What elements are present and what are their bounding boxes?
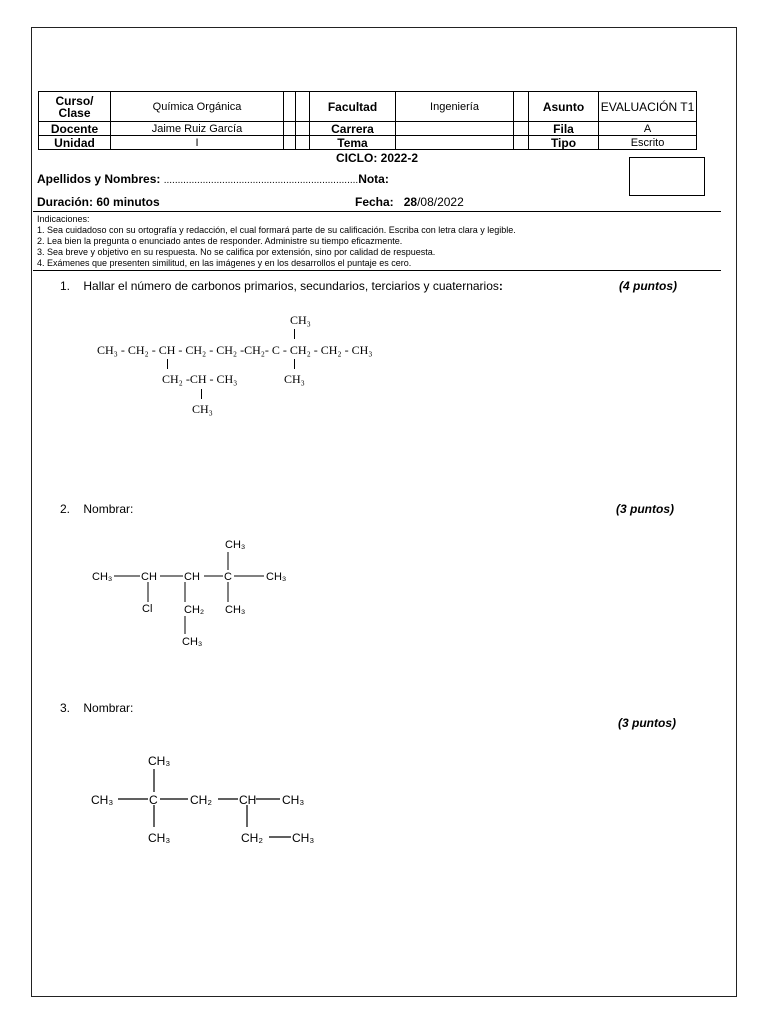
tema-value xyxy=(396,136,514,150)
atom-label: CH₃ xyxy=(282,793,305,807)
spacer-cell xyxy=(514,122,529,136)
question-2 xyxy=(60,502,133,516)
nota-label: Nota: xyxy=(358,172,389,186)
bond-line xyxy=(201,389,202,399)
atom-label: CH₃ xyxy=(292,831,315,845)
atom-label: CH₂ xyxy=(241,831,263,845)
fila-label: Fila xyxy=(529,122,599,136)
curso-value: Química Orgánica xyxy=(111,92,284,122)
atom-label: CH₃ xyxy=(182,636,203,648)
question-colon: : xyxy=(498,279,503,293)
instruction-item: 4. Exámenes que presenten similitud, en las imágenes y en los desarrollos el puntaje es cero. xyxy=(37,258,412,268)
question-text: Nombrar: xyxy=(83,502,134,516)
atom-label: Cl xyxy=(142,603,153,615)
q1-branch2: CH₃ xyxy=(284,372,305,386)
fecha-day: 28 xyxy=(403,195,418,209)
atom-label: CH₃ xyxy=(92,571,113,583)
q1-top-sub: CH₃ xyxy=(290,313,311,327)
names-line xyxy=(37,172,389,186)
bond-line xyxy=(294,359,295,369)
docente-label: Docente xyxy=(39,122,111,136)
curso-label: Curso/ Clase xyxy=(39,92,111,122)
instruction-item: 2. Lea bien la pregunta o enunciado antes de responder. Administre su tiempo eficazmente. xyxy=(37,236,403,246)
ciclo: CICLO: 2022-2 xyxy=(336,151,419,165)
question-number: 2. xyxy=(60,502,71,516)
tipo-label: Tipo xyxy=(529,136,599,150)
unidad-value: I xyxy=(111,136,284,150)
carrera-value xyxy=(396,122,514,136)
fila-value: A xyxy=(599,122,697,136)
facultad-label: Facultad xyxy=(310,92,396,122)
asunto-value: EVALUACIÓN T1 xyxy=(599,92,697,122)
q1-main-chain: CH₃ - CH₂ - CH - CH₂ - CH₂ -CH₂- C - CH₂ - CH₂ - CH₃ xyxy=(97,343,373,357)
names-label: Apellidos y Nombres: xyxy=(37,172,164,186)
question-3-points: (3 puntos) xyxy=(618,716,676,730)
atom-label: CH₃ xyxy=(91,793,114,807)
q2-structure xyxy=(80,530,320,655)
spacer-cell xyxy=(514,92,529,122)
header-table xyxy=(38,91,697,150)
fecha-rest: /08/2022 xyxy=(417,195,464,209)
facultad-value: Ingeniería xyxy=(396,92,514,122)
atom-label: CH₃ xyxy=(266,571,287,583)
spacer-cell xyxy=(296,122,310,136)
spacer-cell xyxy=(514,136,529,150)
atom-label: CH₂ xyxy=(190,793,212,807)
duracion: Duración: 60 minutos xyxy=(37,195,160,209)
nota-box[interactable] xyxy=(629,157,705,196)
spacer-cell xyxy=(296,136,310,150)
atom-label: CH xyxy=(239,793,257,807)
spacer-cell xyxy=(296,92,310,122)
atom-label: C xyxy=(224,571,232,583)
docente-value: Jaime Ruiz García xyxy=(111,122,284,136)
divider xyxy=(33,211,721,212)
spacer-cell xyxy=(284,122,296,136)
bond-line xyxy=(294,329,295,339)
atom-label: CH₃ xyxy=(225,604,246,616)
carrera-label: Carrera xyxy=(310,122,396,136)
spacer-cell xyxy=(284,92,296,122)
atom-label: CH₃ xyxy=(225,539,246,551)
atom-label: CH₃ xyxy=(148,831,171,845)
q3-structure xyxy=(80,745,340,855)
question-text: Nombrar: xyxy=(83,701,134,715)
question-3 xyxy=(60,701,133,715)
question-number: 1. xyxy=(60,279,71,293)
q1-branch1: CH₂ -CH - CH₃ xyxy=(162,372,238,386)
unidad-label: Unidad xyxy=(39,136,111,150)
question-2-points: (3 puntos) xyxy=(616,502,674,516)
bond-line xyxy=(167,359,168,369)
atom-label: CH xyxy=(184,571,200,583)
atom-label: CH xyxy=(141,571,157,583)
question-1 xyxy=(60,279,503,293)
divider xyxy=(33,270,721,271)
instructions xyxy=(37,214,516,269)
fecha-line xyxy=(355,195,464,209)
spacer-cell xyxy=(284,136,296,150)
fecha-label: Fecha: xyxy=(355,195,394,209)
tema-label: Tema xyxy=(310,136,396,150)
tipo-value: Escrito xyxy=(599,136,697,150)
question-1-points: (4 puntos) xyxy=(619,279,677,293)
atom-label: CH₃ xyxy=(148,754,171,768)
names-dots[interactable]: ...................................................................... xyxy=(163,175,359,186)
instruction-item: 3. Sea breve y objetivo en su respuesta. No se califica por extensión, sino por calidad de respuesta. xyxy=(37,247,436,257)
question-text: Hallar el número de carbonos primarios, secundarios, terciarios y cuaternarios xyxy=(83,279,499,293)
atom-label: CH₂ xyxy=(184,604,205,616)
instruction-item: 1. Sea cuidadoso con su ortografía y redacción, el cual formará parte de su calificación. Escriba con letra clara y legible. xyxy=(37,225,516,235)
instructions-title: Indicaciones: xyxy=(37,214,90,224)
asunto-label: Asunto xyxy=(529,92,599,122)
q1-branch1-sub: CH₃ xyxy=(192,402,213,416)
atom-label: C xyxy=(149,793,158,807)
question-number: 3. xyxy=(60,701,71,715)
